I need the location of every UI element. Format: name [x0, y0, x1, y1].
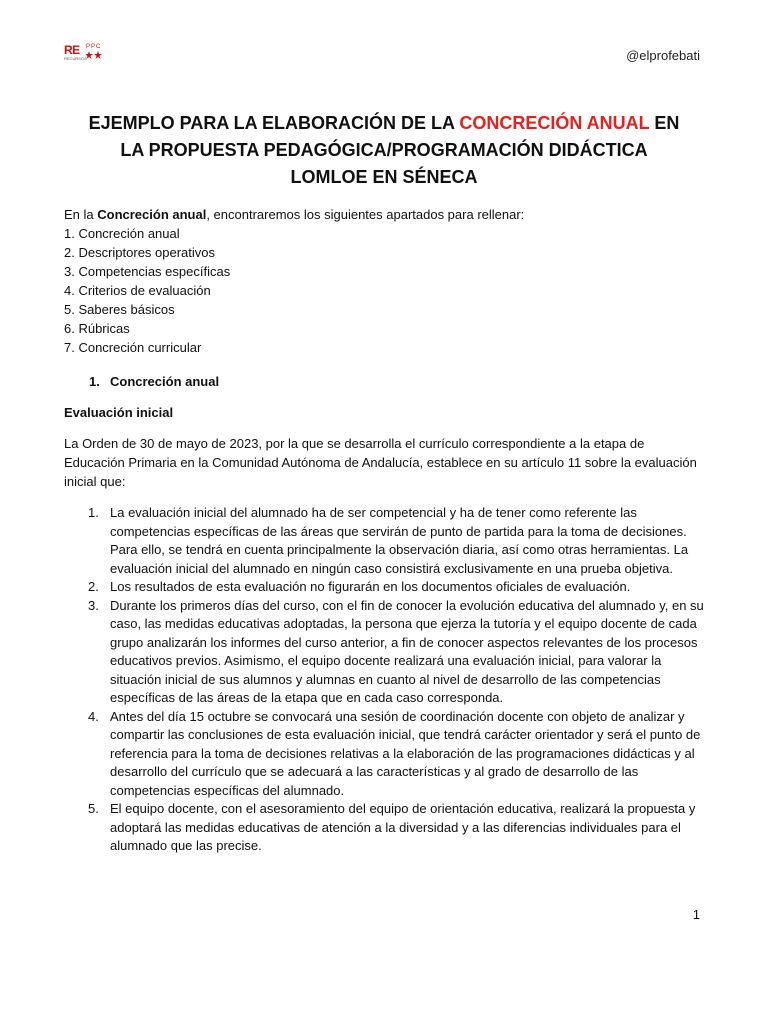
list-item-text: Durante los primeros días del curso, con el fin de conocer la evolución educativa del alumnado y, en su caso, las medidas educativas adoptadas, la persona que ejerza la tutoría y el equipo docente de cada grupo analizarán los informes del curso anterior, a fin de conocer aspectos relevantes de los procesos educativos previos. Asimismo, el equipo docente realizará una evaluación inicial, para valorar la situación inicial de sus alumnos y alumnas en cuanto al nivel de desarrollo de las competencias específicas de las áreas de la etapa que en cada caso corresponda. [110, 597, 704, 705]
title-part2: EN LA PROPUESTA PEDAGÓGICA/PROGRAMACIÓN DIDÁCTICA LOMLOE EN SÉNECA [120, 113, 680, 187]
intro-lead [64, 205, 704, 224]
subsection-heading: Evaluación inicial [64, 405, 174, 420]
page-number: 1 [692, 907, 700, 922]
numbered-list [88, 504, 704, 856]
intro-item: 6. Rúbricas [64, 321, 130, 336]
list-item-number: 1. [88, 505, 99, 520]
title-highlight: CONCRECIÓN ANUAL [459, 113, 650, 133]
list-item [88, 800, 704, 856]
list-item-number: 3. [88, 597, 99, 613]
intro-lead-before: En la [64, 207, 98, 222]
list-item-text: El equipo docente, con el asesoramiento del equipo de orientación educativa, realizará la propuesta y adoptará las medidas educativas de atención a la diversidad y a las diferencias individuales para el alumnado que las precise. [110, 801, 696, 853]
list-item [88, 597, 704, 708]
intro-item: 2. Descriptores operativos [64, 245, 216, 260]
list-item-text: La evaluación inicial del alumnado ha de ser competencial y ha de tener como referente las competencias específicas de las áreas que servirán de punto de partida para la toma de decisiones. Para ello, se tendrá en cuenta principalmente la observación diaria, así como otras herramientas. La evaluación inicial del alumnado en ningún caso consistirá exclusivamente en una prueba objetiva. [110, 505, 689, 576]
intro-lead-after: , encontraremos los siguientes apartados para rellenar: [206, 207, 525, 222]
logo-small-text: RECURSOS [64, 56, 87, 61]
document-title [80, 110, 688, 191]
intro-item: 1. Concreción anual [64, 226, 180, 241]
section-title: Concreción anual [110, 374, 220, 389]
list-item [88, 708, 704, 801]
list-item-number: 2. [88, 579, 99, 594]
list-item-text: Los resultados de esta evaluación no figurarán en los documentos oficiales de evaluación. [110, 579, 631, 594]
intro-block [64, 205, 704, 357]
logo-stars-icon [86, 51, 104, 61]
brand-logo [64, 44, 106, 64]
logo-text: RE [64, 43, 80, 57]
logo-sub: PPC [86, 44, 102, 50]
list-item [88, 504, 704, 578]
list-item-text: Antes del día 15 octubre se convocará una sesión de coordinación docente con objeto de analizar y compartir las conclusiones de esta evaluación inicial, que tendrá carácter orientador y será el punto de referencia para la toma de decisiones relativas a la elaboración de las programaciones didácticas y al desarrollo del currículo que se adecuará a las características y al grado de desarrollo de las competencias específicas del alumnado. [110, 708, 701, 798]
section-number: 1. [89, 374, 100, 389]
intro-item: 4. Criterios de evaluación [64, 283, 211, 298]
intro-lead-bold: Concreción anual [97, 207, 207, 222]
intro-item: 5. Saberes básicos [64, 302, 175, 317]
intro-item: 3. Competencias específicas [64, 264, 231, 279]
list-item [88, 578, 704, 597]
intro-item: 7. Concreción curricular [64, 340, 202, 355]
section-heading [89, 374, 219, 389]
title-part1: EJEMPLO PARA LA ELABORACIÓN DE LA [88, 113, 460, 133]
author-handle: @elprofebati [626, 48, 700, 63]
list-item-number: 4. [88, 708, 99, 724]
body-paragraph: La Orden de 30 de mayo de 2023, por la que se desarrolla el currículo correspondiente a la etapa de Educación Primaria en la Comunidad Autónoma de Andalucía, establece en su artículo 11 sobre la evaluación inicial que: [64, 436, 697, 489]
list-item-number: 5. [88, 801, 99, 816]
